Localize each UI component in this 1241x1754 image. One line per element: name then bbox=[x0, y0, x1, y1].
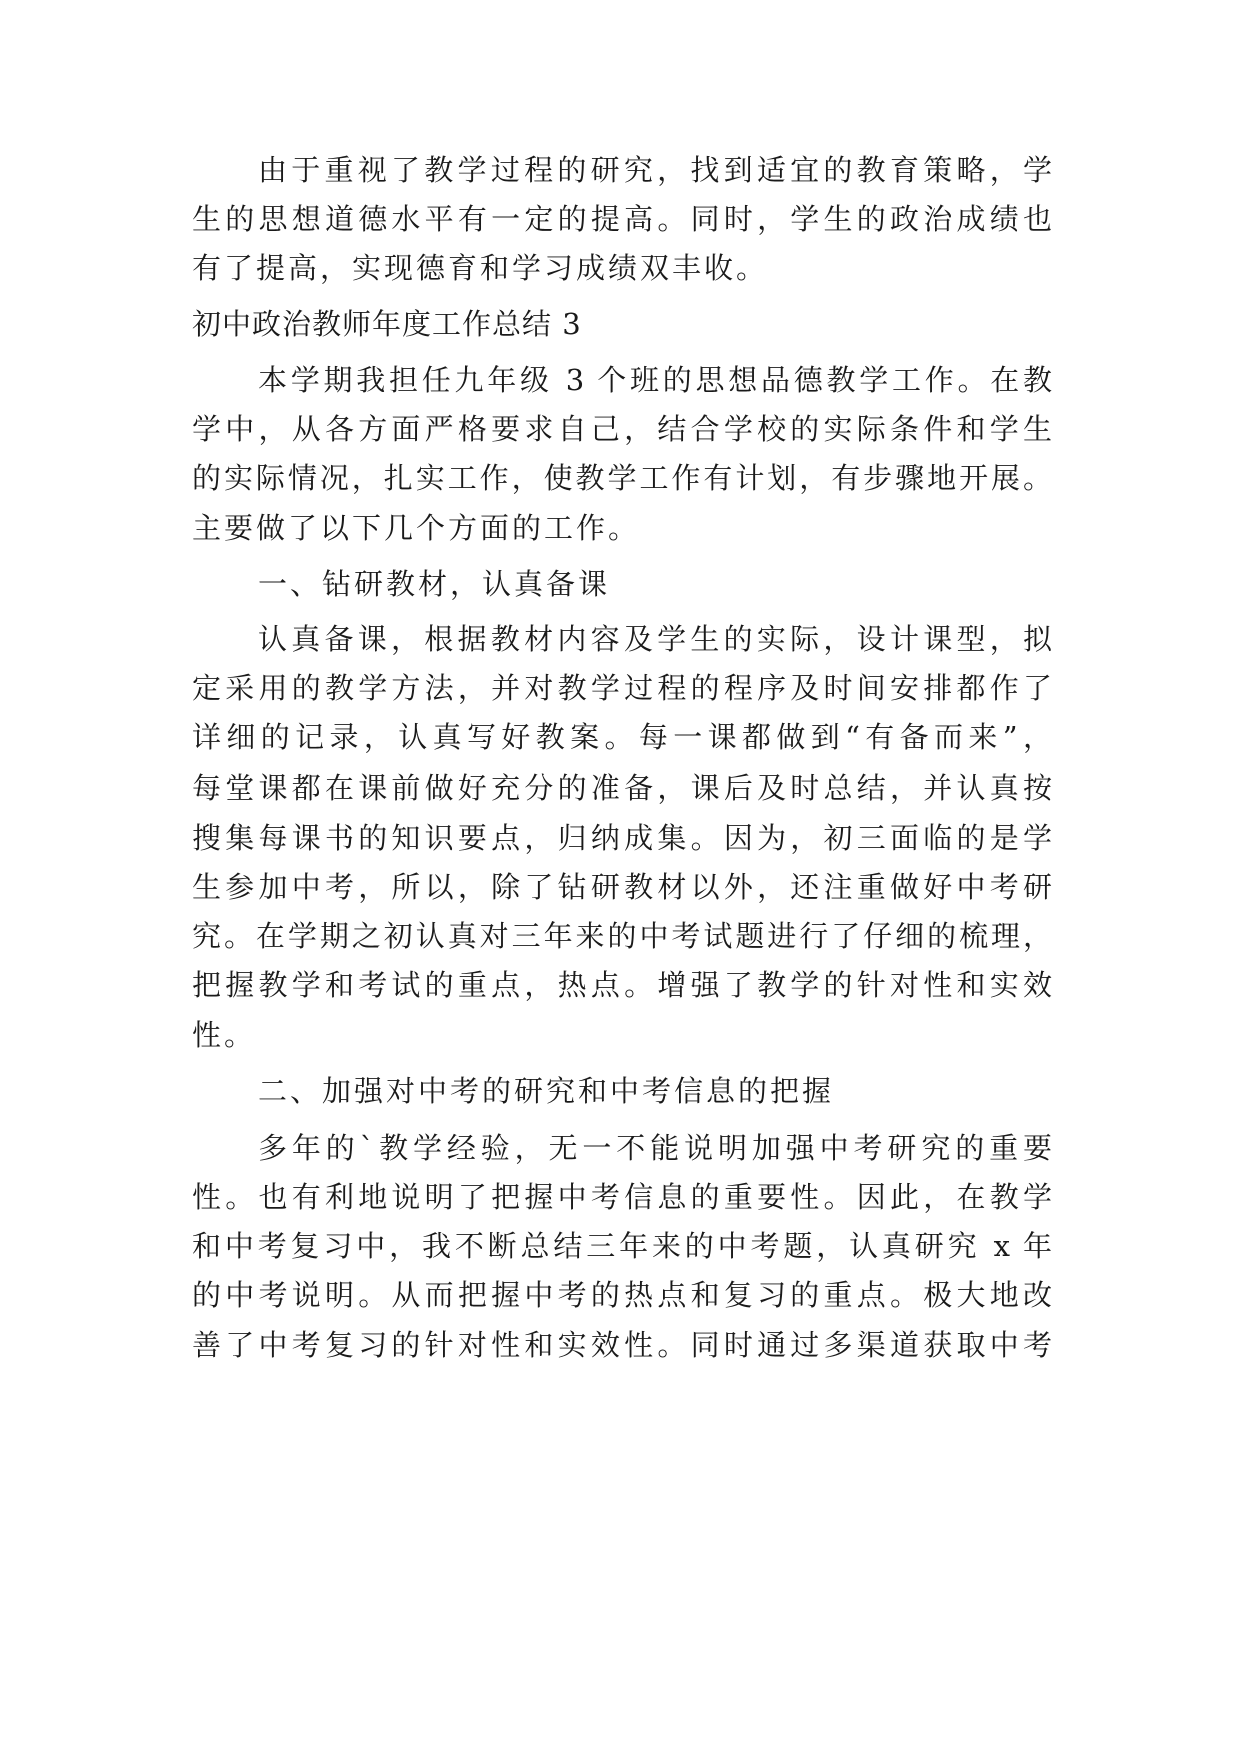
paragraph-line: 的中考说明。从而把握中考的热点和复习的重点。极大地改 bbox=[192, 1278, 1052, 1312]
paragraph-line: 生参加中考，所以，除了钻研教材以外，还注重做好中考研 bbox=[192, 870, 1052, 904]
paragraph-line: 每堂课都在课前做好充分的准备，课后及时总结，并认真按 bbox=[192, 771, 1052, 805]
section-heading: 一、钻研教材，认真备课 bbox=[258, 567, 611, 601]
paragraph-line: 认真备课，根据教材内容及学生的实际，设计课型，拟 bbox=[258, 622, 1052, 656]
paragraph-line: 多年的`教学经验，无一不能说明加强中考研究的重要 bbox=[258, 1131, 1052, 1165]
paragraph-line: 搜集每课书的知识要点，归纳成集。因为，初三面临的是学 bbox=[192, 821, 1052, 855]
section-heading: 二、加强对中考的研究和中考信息的把握 bbox=[258, 1074, 835, 1108]
paragraph-line: 性。 bbox=[192, 1018, 257, 1052]
paragraph-line: 本学期我担任九年级 3 个班的思想品德教学工作。在教 bbox=[258, 363, 1052, 397]
paragraph-line: 和中考复习中，我不断总结三年来的中考题，认真研究 x 年 bbox=[192, 1229, 1052, 1263]
paragraph-line: 性。也有利地说明了把握中考信息的重要性。因此，在教学 bbox=[192, 1180, 1052, 1214]
paragraph-line: 学中，从各方面严格要求自己，结合学校的实际条件和学生 bbox=[192, 412, 1052, 446]
paragraph-line: 的实际情况，扎实工作，使教学工作有计划，有步骤地开展。 bbox=[192, 461, 1052, 495]
paragraph-line: 究。在学期之初认真对三年来的中考试题进行了仔细的梳理， bbox=[192, 919, 1052, 953]
paragraph-line: 由于重视了教学过程的研究，找到适宜的教育策略，学 bbox=[258, 153, 1052, 187]
paragraph-line: 把握教学和考试的重点，热点。增强了教学的针对性和实效 bbox=[192, 968, 1052, 1002]
section-title: 初中政治教师年度工作总结 3 bbox=[192, 307, 582, 341]
paragraph-line: 详细的记录，认真写好教案。每一课都做到“有备而来”， bbox=[192, 720, 1052, 754]
paragraph-line: 有了提高，实现德育和学习成绩双丰收。 bbox=[192, 251, 769, 285]
paragraph-line: 善了中考复习的针对性和实效性。同时通过多渠道获取中考 bbox=[192, 1328, 1052, 1362]
paragraph-line: 主要做了以下几个方面的工作。 bbox=[192, 511, 641, 545]
paragraph-line: 生的思想道德水平有一定的提高。同时，学生的政治成绩也 bbox=[192, 202, 1052, 236]
paragraph-line: 定采用的教学方法，并对教学过程的程序及时间安排都作了 bbox=[192, 671, 1052, 705]
